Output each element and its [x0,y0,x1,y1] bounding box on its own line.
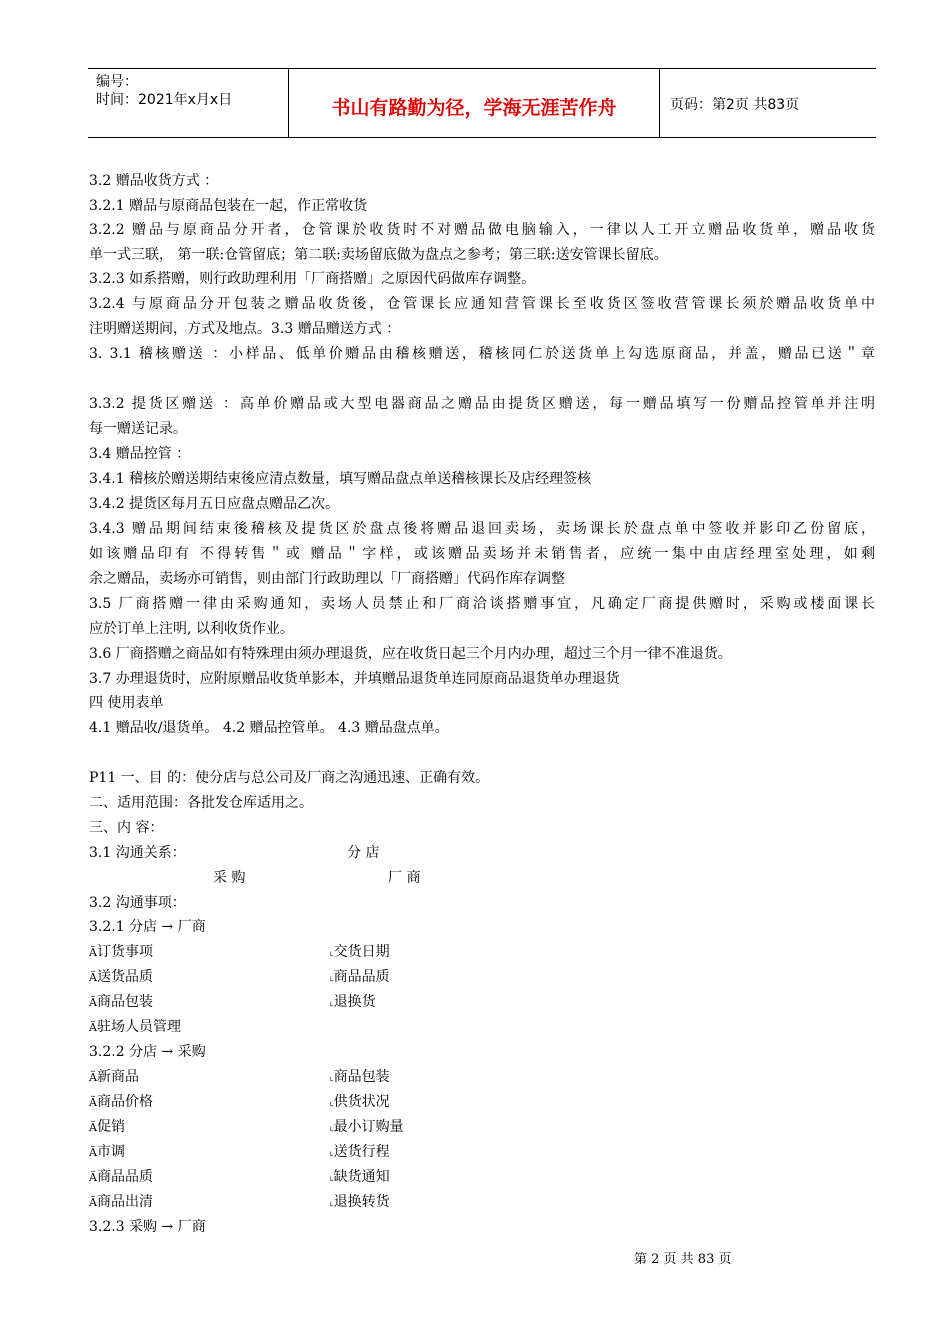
list-item: ˪退换转货 [330,1194,390,1210]
text-line: 注明赠送期间，方式及地点。3.3 赠品赠送方式 ： [89,321,401,337]
list-item: Ä驻场人员管理 [89,1019,181,1035]
text-line: 4.1 赠品收/退货单。 4.2 赠品控管单。 4.3 赠品盘点单。 [89,720,449,736]
header-page-info: 页码：第2页 共83页 [670,97,800,113]
text-line: 3.4.3 赠品期间结束後稽核及提货区於盘点後将赠品退回卖场，卖场课长於盘点单中签收并影印乙份留底， [89,521,875,537]
header-motto-cell [288,69,660,137]
text-line: 3.2.1 分店 → 厂商 [89,919,206,935]
text-line: 3.6 厂商搭赠之商品如有特殊理由须办理退货，应在收货日起三个月内办理，超过三个月一律不准退货。 [89,646,732,662]
text-line: 3.2.2 赠品与原商品分开者，仓管课於收货时不对赠品做电脑输入，一律以人工开立赠品收货单，赠品收货 [89,222,875,238]
text-line: 3. 3.1 稽核赠送 ：小样品、低单价赠品由稽核赠送，稽核同仁於送货单上勾选原商品，并盖，赠品已送＂章 [89,346,875,362]
page-header [88,68,876,138]
list-item: Ä促销 [89,1119,125,1135]
list-item: Ä送货品质 [89,969,153,985]
text-line: 3.4.1 稽核於赠送期结束後应清点数量，填写赠品盘点单送稽核课长及店经理签核 [89,471,592,487]
page-footer: 第 2 页 共 83 页 [634,1252,732,1267]
text-line: 3.2 沟通事项： [89,895,186,911]
text-line: 二、适用范围：各批发仓库适用之。 [89,795,313,811]
text-line: 3.2.2 分店 → 采购 [89,1044,206,1060]
relation-purchasing: 采 购 [213,870,246,886]
list-item: ˪退换货 [330,994,376,1010]
list-item: Ä订货事项 [89,944,153,960]
text-line: 如该赠品印有 不得转售＂或 赠品＂字样，或该赠品卖场并未销售者，应统一集中由店经理室处理，如剩 [89,546,875,562]
header-motto: 书山有路勤为径，学海无涯苦作舟 [331,97,617,119]
list-item: ˪交货日期 [330,944,390,960]
text-line: P11 一、目 的：使分店与总公司及厂商之沟通迅速、正确有效。 [89,770,490,786]
header-meta [88,69,288,137]
text-line: 单一式三联， 第一联:仓管留底；第二联:卖场留底做为盘点之参考；第三联:送安管课长留底。 [89,247,668,263]
text-line: 余之赠品，卖场亦可销售，则由部门行政助理以「厂商搭赠」代码作库存调整 [89,571,565,587]
list-item: ˪最小订购量 [330,1119,404,1135]
relation-branch: 分 店 [347,845,380,861]
text-line: 3.5 厂商搭赠一律由采购通知，卖场人员禁止和厂商洽谈搭赠事宜，凡确定厂商提供赠时，采购或楼面课长 [89,596,875,612]
text-line: 3.3.2 提货区赠送 ：高单价赠品或大型电器商品之赠品由提货区赠送，每一赠品填写一份赠品控管单并注明 [89,396,875,412]
list-item: ˪商品品质 [330,969,390,985]
text-line: 应於订单上注明, 以利收货作业。 [89,621,294,637]
list-item: Ä商品出清 [89,1194,153,1210]
text-line: 3.2.1 赠品与原商品包装在一起，作正常收货 [89,198,368,214]
text-line: 3.4.2 提货区每月五日应盘点赠品乙次。 [89,496,340,512]
list-item: Ä商品包装 [89,994,153,1010]
time-line: 时间：2021年x月x日 [96,92,233,108]
text-line: 三、内 容： [89,820,164,836]
text-line: 3.4 赠品控管 ： [89,446,191,462]
text-line: 3.2 赠品收货方式 ： [89,173,219,189]
relation-vendor: 厂 商 [388,870,421,886]
text-line: 3.2.3 采购 → 厂商 [89,1219,206,1235]
text-line: 四 使用表单 [89,695,164,711]
list-item: ˪送货行程 [330,1144,390,1160]
text-line: 每一赠送记录。 [89,421,187,437]
list-item: Ä商品品质 [89,1169,153,1185]
list-item: ˪缺货通知 [330,1169,390,1185]
text-line: 3.1 沟通关系： [89,845,186,861]
list-item: Ä市调 [89,1144,125,1160]
doc-number-label: 编号： [96,74,138,90]
text-line: 3.7 办理退货时，应附原赠品收货单影本，并填赠品退货单连同原商品退货单办理退货 [89,671,620,687]
list-item: ˪商品包装 [330,1069,390,1085]
text-line: 3.2.3 如系搭赠，则行政助理利用「厂商搭赠」之原因代码做库存调整。 [89,271,536,287]
list-item: Ä新商品 [89,1069,139,1085]
list-item: ˪供货状况 [330,1094,390,1110]
list-item: Ä商品价格 [89,1094,153,1110]
text-line: 3.2.4 与原商品分开包装之赠品收货後，仓管课长应通知营管课长至收货区签收营管课长须於赠品收货单中 [89,296,875,312]
